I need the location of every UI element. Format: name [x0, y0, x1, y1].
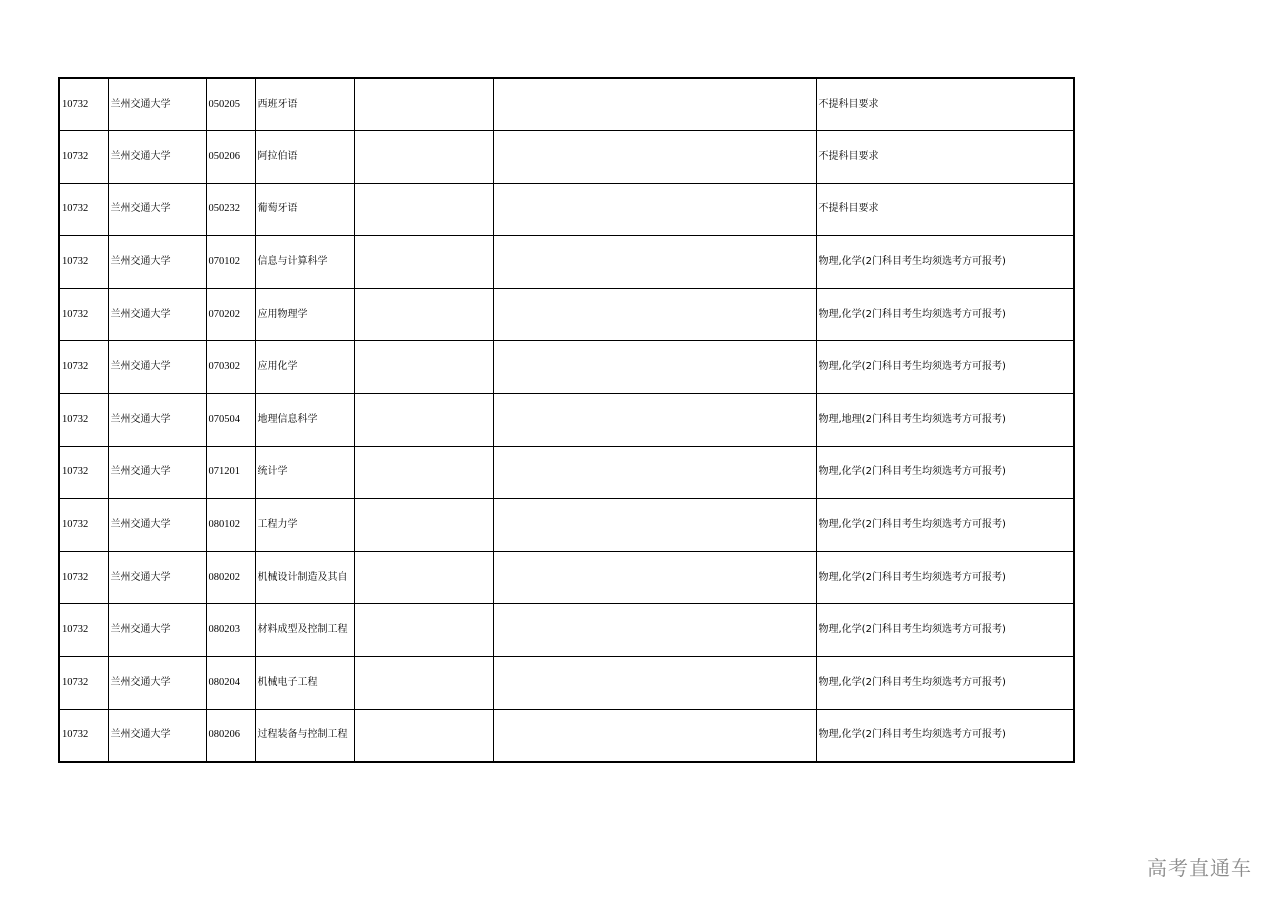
- cell-major-code: 080204: [206, 657, 255, 710]
- cell-major-code: 080203: [206, 604, 255, 657]
- cell-empty-b: [493, 394, 816, 447]
- cell-subject-requirement: 物理,化学(2门科目考生均须选考方可报考): [816, 341, 1074, 394]
- cell-subject-requirement: 物理,化学(2门科目考生均须选考方可报考): [816, 236, 1074, 289]
- cell-subject-requirement: 物理,化学(2门科目考生均须选考方可报考): [816, 604, 1074, 657]
- cell-school-code: 10732: [59, 236, 108, 289]
- cell-school-name: 兰州交通大学: [108, 551, 206, 604]
- cell-empty-a: [354, 604, 493, 657]
- table-row: [59, 288, 1074, 341]
- cell-empty-a: [354, 446, 493, 499]
- cell-subject-requirement: 物理,化学(2门科目考生均须选考方可报考): [816, 657, 1074, 710]
- cell-major-code: 080206: [206, 709, 255, 762]
- cell-empty-a: [354, 78, 493, 131]
- table-row: [59, 709, 1074, 762]
- cell-major-code: 080202: [206, 551, 255, 604]
- cell-major-name: 信息与计算科学: [255, 236, 354, 289]
- cell-major-name: 阿拉伯语: [255, 131, 354, 184]
- cell-school-name: 兰州交通大学: [108, 709, 206, 762]
- cell-major-name: 过程装备与控制工程: [255, 709, 354, 762]
- cell-major-code: 070302: [206, 341, 255, 394]
- cell-school-code: 10732: [59, 604, 108, 657]
- cell-empty-b: [493, 341, 816, 394]
- cell-empty-a: [354, 288, 493, 341]
- cell-major-code: 080102: [206, 499, 255, 552]
- cell-empty-a: [354, 131, 493, 184]
- cell-subject-requirement: 物理,化学(2门科目考生均须选考方可报考): [816, 551, 1074, 604]
- cell-empty-b: [493, 657, 816, 710]
- cell-subject-requirement: 物理,化学(2门科目考生均须选考方可报考): [816, 709, 1074, 762]
- cell-subject-requirement: 不提科目要求: [816, 78, 1074, 131]
- cell-subject-requirement: 不提科目要求: [816, 131, 1074, 184]
- cell-subject-requirement: 物理,地理(2门科目考生均须选考方可报考): [816, 394, 1074, 447]
- cell-school-name: 兰州交通大学: [108, 236, 206, 289]
- table-row: [59, 394, 1074, 447]
- cell-major-name: 葡萄牙语: [255, 183, 354, 236]
- cell-major-code: 050206: [206, 131, 255, 184]
- cell-empty-b: [493, 131, 816, 184]
- cell-school-name: 兰州交通大学: [108, 78, 206, 131]
- table-row: [59, 551, 1074, 604]
- cell-school-name: 兰州交通大学: [108, 499, 206, 552]
- cell-subject-requirement: 物理,化学(2门科目考生均须选考方可报考): [816, 499, 1074, 552]
- cell-major-code: 050232: [206, 183, 255, 236]
- cell-major-name: 统计学: [255, 446, 354, 499]
- table-row: [59, 131, 1074, 184]
- cell-school-code: 10732: [59, 657, 108, 710]
- cell-school-name: 兰州交通大学: [108, 604, 206, 657]
- table-row: [59, 604, 1074, 657]
- cell-empty-a: [354, 183, 493, 236]
- cell-school-code: 10732: [59, 131, 108, 184]
- cell-empty-a: [354, 499, 493, 552]
- cell-school-code: 10732: [59, 341, 108, 394]
- cell-major-code: 050205: [206, 78, 255, 131]
- cell-major-name: 应用物理学: [255, 288, 354, 341]
- table-row: [59, 183, 1074, 236]
- table-row: [59, 446, 1074, 499]
- cell-major-name: 材料成型及控制工程: [255, 604, 354, 657]
- cell-empty-b: [493, 604, 816, 657]
- table-row: [59, 341, 1074, 394]
- cell-empty-a: [354, 657, 493, 710]
- cell-empty-a: [354, 551, 493, 604]
- data-table: [58, 77, 1075, 763]
- cell-major-code: 070202: [206, 288, 255, 341]
- cell-empty-b: [493, 499, 816, 552]
- cell-school-name: 兰州交通大学: [108, 131, 206, 184]
- cell-school-code: 10732: [59, 288, 108, 341]
- cell-major-code: 071201: [206, 446, 255, 499]
- cell-empty-a: [354, 394, 493, 447]
- table-row: [59, 499, 1074, 552]
- cell-major-name: 应用化学: [255, 341, 354, 394]
- cell-school-code: 10732: [59, 78, 108, 131]
- cell-empty-b: [493, 551, 816, 604]
- cell-school-name: 兰州交通大学: [108, 446, 206, 499]
- cell-school-code: 10732: [59, 446, 108, 499]
- cell-school-code: 10732: [59, 709, 108, 762]
- watermark-text: 高考直通车: [1147, 856, 1252, 880]
- cell-major-code: 070504: [206, 394, 255, 447]
- cell-subject-requirement: 不提科目要求: [816, 183, 1074, 236]
- table-row: [59, 657, 1074, 710]
- cell-school-name: 兰州交通大学: [108, 341, 206, 394]
- table-row: [59, 78, 1074, 131]
- cell-major-name: 工程力学: [255, 499, 354, 552]
- cell-empty-b: [493, 709, 816, 762]
- cell-school-name: 兰州交通大学: [108, 657, 206, 710]
- cell-empty-b: [493, 288, 816, 341]
- cell-major-name: 地理信息科学: [255, 394, 354, 447]
- cell-school-name: 兰州交通大学: [108, 183, 206, 236]
- cell-empty-a: [354, 341, 493, 394]
- cell-school-code: 10732: [59, 551, 108, 604]
- cell-school-code: 10732: [59, 183, 108, 236]
- cell-subject-requirement: 物理,化学(2门科目考生均须选考方可报考): [816, 288, 1074, 341]
- cell-empty-a: [354, 236, 493, 289]
- cell-school-code: 10732: [59, 499, 108, 552]
- cell-major-name: 西班牙语: [255, 78, 354, 131]
- cell-empty-b: [493, 183, 816, 236]
- cell-school-name: 兰州交通大学: [108, 394, 206, 447]
- cell-empty-a: [354, 709, 493, 762]
- cell-major-code: 070102: [206, 236, 255, 289]
- cell-major-name: 机械设计制造及其自: [255, 551, 354, 604]
- cell-empty-b: [493, 236, 816, 289]
- table-row: [59, 236, 1074, 289]
- cell-major-name: 机械电子工程: [255, 657, 354, 710]
- cell-empty-b: [493, 446, 816, 499]
- cell-school-code: 10732: [59, 394, 108, 447]
- cell-subject-requirement: 物理,化学(2门科目考生均须选考方可报考): [816, 446, 1074, 499]
- cell-empty-b: [493, 78, 816, 131]
- table-body: [59, 78, 1074, 762]
- cell-school-name: 兰州交通大学: [108, 288, 206, 341]
